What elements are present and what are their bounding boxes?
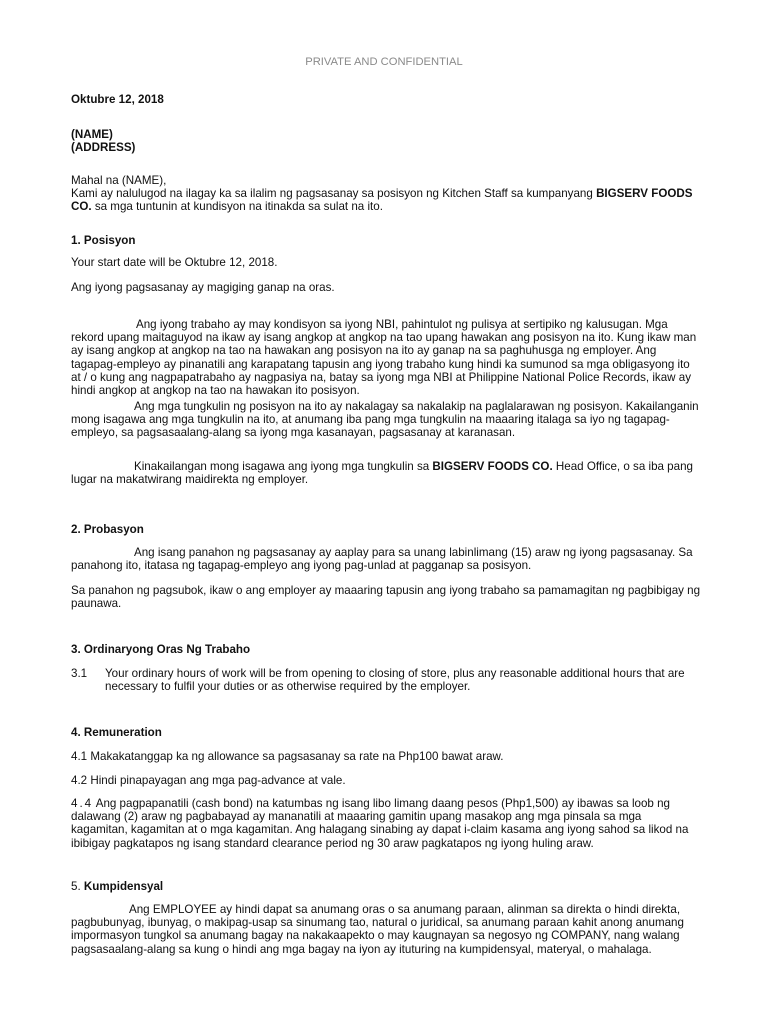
section-3-heading: 3. Ordinaryong Oras Ng Trabaho (71, 643, 251, 656)
section-1-heading: 1. Posisyon (71, 234, 136, 247)
section-2-heading: 2. Probasyon (71, 523, 144, 536)
section-2-termination: Sa panahon ng pagsubok, ikaw o ang employer ay maaaring tapusin ang iyong trabaho sa pamamagitan ng pagbibigay ng paunawa. (71, 584, 701, 611)
section-1-duties: Ang mga tungkulin ng posisyon na ito ay nakalagay sa nakalakip na paglalarawan ng posisyon. Kakailanganin mong isagawa ang mga tungkulin na ito, at anumang iba pang mga tungkulin na maaaring italaga sa iyo ng tagapag-empleyo, sa pagsasaalang-alang sa iyong mga kasanayan, pagsasanay at karanasan. (71, 400, 699, 440)
section-4-allowance: 4.1 Makakatanggap ka ng allowance sa pagsasanay sa rate na Php100 bawat araw. (71, 750, 504, 763)
recipient-name: (NAME) (71, 128, 113, 141)
letter-date: Oktubre 12, 2018 (71, 93, 164, 106)
recipient-block (71, 128, 701, 154)
section-1-work-location: Kinakailangan mong isagawa ang iyong mga tungkulin sa BIGSERV FOODS CO. Head Office, o sa iba pang lugar na makatwirang maidirekta ng employer. (71, 460, 693, 487)
section-1-fulltime: Ang iyong pagsasanay ay magiging ganap na oras. (71, 281, 335, 294)
section-1-start-date: Your start date will be Oktubre 12, 2018. (71, 256, 278, 269)
section-3-item-text: Your ordinary hours of work will be from opening to closing of store, plus any reasonable additional hours that are necessary to fulfil your duties or as otherwise required by the employer. (105, 667, 685, 694)
section-1-conditions: Ang iyong trabaho ay may kondisyon sa iyong NBI, pahintulot ng pulisya at sertipiko ng kalusugan. Mga rekord upang maitaguyod na ikaw ay isang angkop at angkop na tao upang hawakan ang posisyon na ito. Kung ikaw man ay isang angkop at angkop na tao na hawakan ang posisyon na ito ay ganap na sa paghuhusga ng employer. Ang tagapag-empleyo ay pinanatili ang karapatang tapusin ang iyong trabaho kung hindi ka sumunod sa mga obligasyong ito at / o kung ang nagpapatrabaho ay nagpasiya na, batay sa iyong mga NBI at Philippine National Police Records, ikaw ay hindi angkop at angkop na tao na hawakan ito posisyon. (71, 318, 697, 398)
section-5-heading: 5. Kumpidensyal (71, 880, 164, 893)
section-4-cash-bond: 4.4 Ang pagpapanatili (cash bond) na katumbas ng isang libo limang daang pesos (Php1,500) ay ibawas sa loob ng dalawang (2) araw ng pagbabayad ay mananatili at maaaring gamitin upang masakop ang mga pinsala sa mga kagamitan, kagamitan at o mga kagamitan. Ang halagang sinabing ay dapat i-claim kasama ang iyong sahod sa likod na ibibigay pagkatapos ng isang standard clearance period ng 30 araw pagkatapos ng iyong huling araw. (71, 797, 689, 850)
section-4-heading: 4. Remuneration (71, 726, 162, 739)
salutation-and-intro: Mahal na (NAME), Kami ay nalulugod na ilagay ka sa ilalim ng pagsasanay sa posisyon ng Kitchen Staff sa kumpanyang BIGSERV FOODS CO. sa mga tuntunin at kundisyon na itinakda sa sulat na ito. (71, 174, 693, 214)
company-name: BIGSERV FOODS CO. (71, 187, 693, 214)
section-3-item-number: 3.1 (71, 667, 88, 680)
greeting: Mahal na (NAME), (71, 174, 167, 187)
section-2-probation: Ang isang panahon ng pagsasanay ay aaplay para sa unang labinlimang (15) araw ng iyong pagsasanay. Sa panahong ito, itatasa ng tagapag-empleyo ang iyong pag-unlad at pagganap sa posisyon. (71, 546, 693, 573)
confidential-header: PRIVATE AND CONFIDENTIAL (305, 56, 463, 68)
recipient-address: (ADDRESS) (71, 141, 136, 155)
section-5-confidentiality: Ang EMPLOYEE ay hindi dapat sa anumang oras o sa anumang paraan, alinman sa direkta o hindi direkta, pagbubunyag, ibunyag, o makipag-usap sa sinumang tao, natural o juridical, sa anumang paraan kahit anong anumang impormasyon tungkol sa anumang bagay na nakakaapekto o may kaugnayan sa negosyo ng COMPANY, nang walang pagsasaalang-alang sa kung o hindi ang mga bagay na iyon ay ituturing na kumpidensyal, materyal, o mahalaga. (71, 903, 684, 956)
section-4-advances: 4.2 Hindi pinapayagan ang mga pag-advance at vale. (71, 774, 346, 787)
